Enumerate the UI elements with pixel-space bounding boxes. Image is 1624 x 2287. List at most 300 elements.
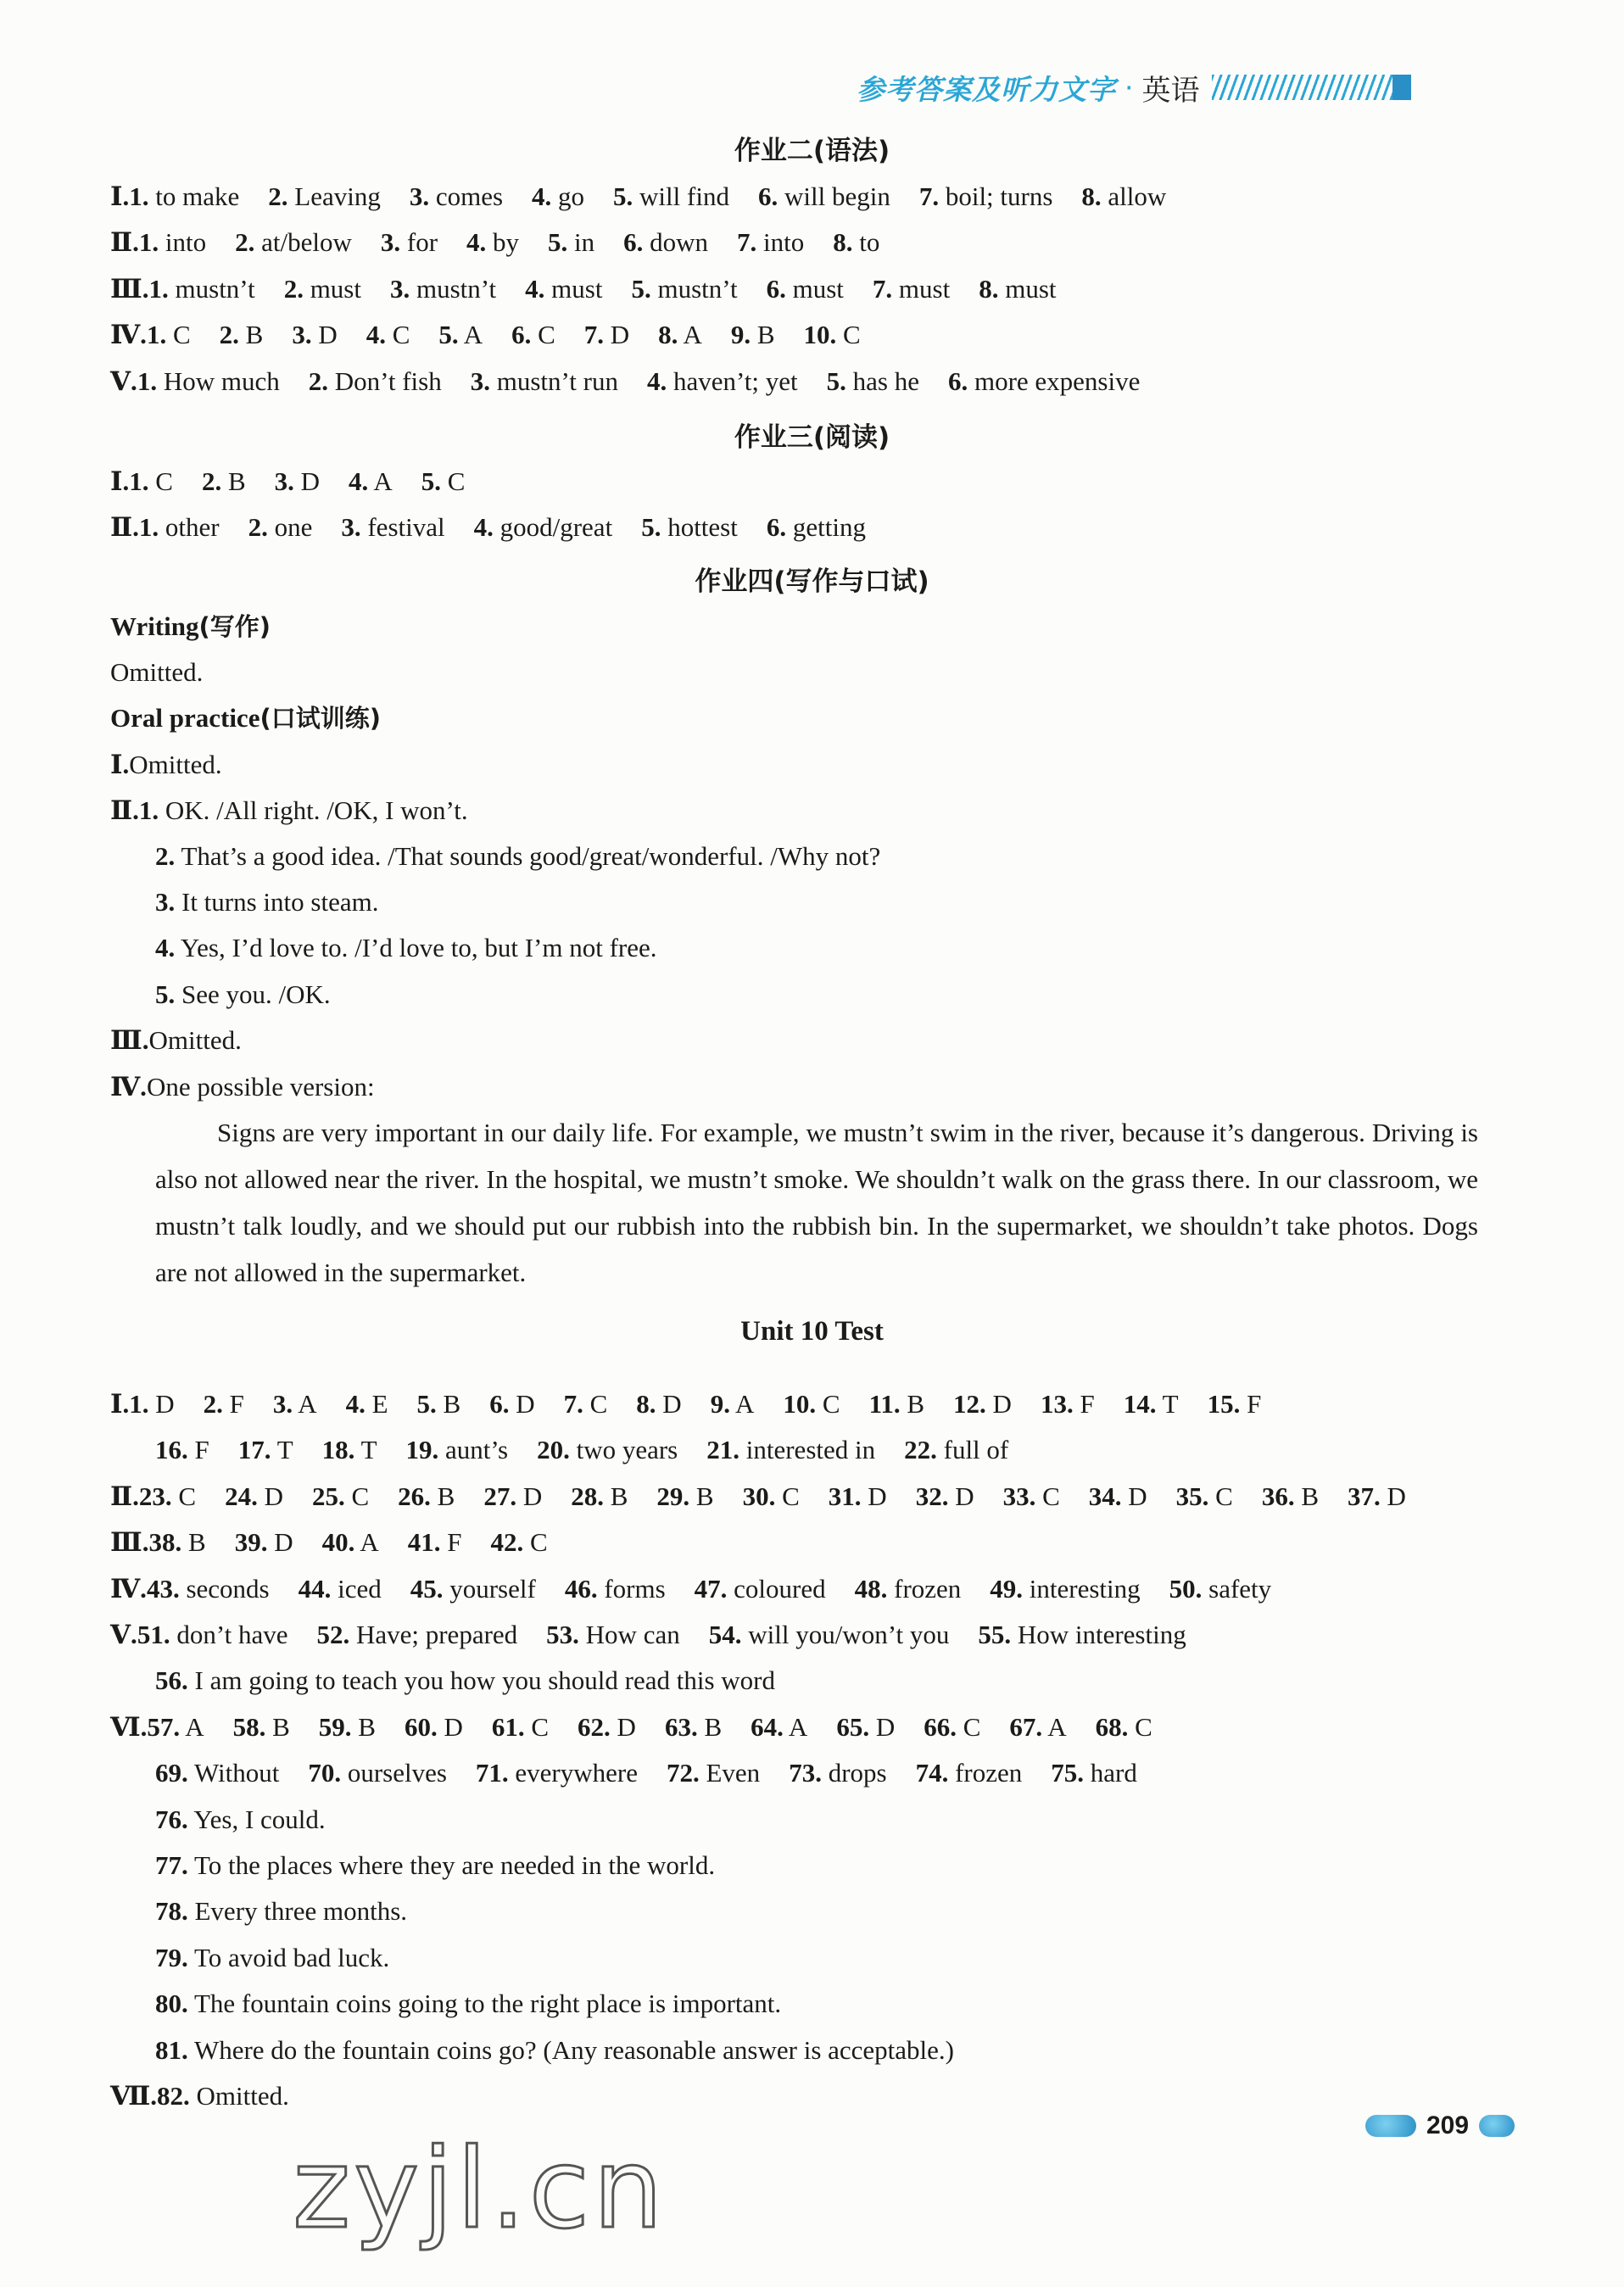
answer-text: must <box>898 274 951 304</box>
answer-item <box>565 1574 666 1604</box>
answer-text: coloured <box>734 1574 826 1604</box>
answer-text: C <box>1215 1481 1233 1511</box>
answer-item <box>767 512 866 542</box>
answer-text: B <box>443 1389 461 1419</box>
answer-text: How much <box>163 366 280 396</box>
item-number: 5. <box>613 181 633 211</box>
answer-text: will begin <box>784 181 890 211</box>
answer-text: mustn’t <box>416 274 497 304</box>
item-number: 13. <box>1040 1389 1074 1419</box>
roman-numeral: Ⅱ. <box>110 512 139 542</box>
answer-item <box>309 366 442 396</box>
item-number: 27. <box>483 1481 517 1511</box>
answer-item <box>979 274 1056 304</box>
answer-text: interesting <box>1029 1574 1141 1604</box>
item-number: 3. <box>341 512 361 542</box>
answer-item <box>783 1389 840 1419</box>
item-number: 4. <box>532 181 552 211</box>
answer-item <box>346 1389 388 1419</box>
answer-item <box>525 274 602 304</box>
section-title-hw2: 作业二(语法) <box>734 136 890 166</box>
header-separator: · <box>1125 70 1134 104</box>
answer-item <box>827 366 919 396</box>
item-number: 23. <box>138 1481 172 1511</box>
answer-text: Don’t fish <box>334 366 442 396</box>
item-number: 31. <box>828 1481 862 1511</box>
answer-item <box>147 1712 204 1742</box>
answer-text: Even <box>706 1758 761 1788</box>
answer-text: OK. /All right. /OK, I won’t. <box>165 795 468 825</box>
answer-text: C <box>843 320 861 349</box>
answer-item <box>155 1665 775 1695</box>
answer-line <box>155 1436 1037 1463</box>
answer-item <box>155 1989 781 2018</box>
roman-numeral: Ⅲ. <box>110 1527 149 1557</box>
item-number: 3. <box>272 1389 293 1419</box>
item-number: 14. <box>1123 1389 1157 1419</box>
answer-text: D <box>955 1481 974 1511</box>
answer-text: boil; turns <box>945 181 1053 211</box>
item-number: 75. <box>1051 1758 1084 1788</box>
item-number: 7. <box>563 1389 583 1419</box>
item-number: 5. <box>421 466 441 496</box>
answer-text: A <box>185 1712 204 1742</box>
item-number: 79. <box>155 1943 188 1972</box>
answer-item <box>1348 1481 1406 1511</box>
answer-text: C <box>1042 1481 1060 1511</box>
answer-item <box>623 227 708 257</box>
section-title-test: Unit 10 Test <box>740 1316 884 1347</box>
answer-item <box>155 2035 954 2065</box>
answer-item <box>139 512 220 542</box>
item-number: 2. <box>203 1389 223 1419</box>
item-number: 77. <box>155 1850 188 1880</box>
answer-line <box>155 1990 810 2016</box>
answer-text: C <box>1135 1712 1152 1742</box>
answer-line <box>110 514 895 540</box>
answer-text: D <box>1128 1481 1147 1511</box>
answer-text: C <box>172 320 191 349</box>
answer-text: The fountain coins going to the right place is important. <box>193 1989 782 2018</box>
answer-text: C <box>531 1712 550 1742</box>
answer-item <box>658 320 702 349</box>
answer-text: frozen <box>894 1574 962 1604</box>
roman-numeral: Ⅱ. <box>110 1481 139 1511</box>
answer-text: getting <box>792 512 866 542</box>
item-number: 71. <box>475 1758 509 1788</box>
answer-text: T <box>276 1435 293 1464</box>
answer-item <box>398 1481 455 1511</box>
answer-text: A <box>734 1389 755 1419</box>
answer-text: E <box>371 1389 388 1419</box>
answer-item <box>537 1435 678 1464</box>
item-number: 30. <box>742 1481 776 1511</box>
answer-text: D <box>274 1527 293 1557</box>
answer-line <box>110 276 1085 302</box>
item-number: 1. <box>148 274 169 304</box>
answer-text: comes <box>435 181 504 211</box>
answer-item <box>155 1850 715 1880</box>
answer-item <box>157 2081 289 2111</box>
item-number: 1. <box>138 227 159 257</box>
item-number: 74. <box>915 1758 949 1788</box>
item-number: 24. <box>225 1481 258 1511</box>
answer-item <box>953 1389 1012 1419</box>
answer-item <box>292 320 337 349</box>
item-number: 2. <box>155 841 176 871</box>
answer-item <box>948 366 1140 396</box>
item-number: 9. <box>730 320 751 349</box>
item-number: 8. <box>1081 181 1102 211</box>
answer-text: has he <box>852 366 919 396</box>
answer-text: C <box>155 466 173 496</box>
answer-item <box>149 274 255 304</box>
answer-item <box>636 1389 681 1419</box>
roman-numeral: Ⅰ. <box>110 466 130 496</box>
answer-item <box>155 1758 279 1788</box>
answer-line <box>110 321 890 348</box>
answer-text: B <box>227 466 246 496</box>
page-number-box <box>1365 2111 1515 2140</box>
answer-text: C <box>530 1527 548 1557</box>
item-number: 2. <box>268 181 288 211</box>
answer-text: T <box>1162 1389 1179 1419</box>
answer-text: C <box>822 1389 840 1419</box>
item-number: 65. <box>836 1712 870 1742</box>
answer-item <box>548 227 594 257</box>
answer-text: C <box>351 1481 370 1511</box>
answer-text: B <box>437 1481 455 1511</box>
answer-text: Omitted. <box>129 750 222 779</box>
section-title-hw4: 作业四(写作与口试) <box>695 566 929 597</box>
answer-item <box>731 320 775 349</box>
answer-text: seconds <box>186 1574 270 1604</box>
answer-item <box>1089 1481 1147 1511</box>
answer-item <box>829 1481 887 1511</box>
answer-item <box>804 320 861 349</box>
answer-item <box>476 1758 638 1788</box>
answer-item <box>904 1435 1008 1464</box>
answer-line <box>110 1529 577 1555</box>
answer-text: B <box>1301 1481 1320 1511</box>
answer-item <box>833 227 879 257</box>
answer-text: C <box>178 1481 197 1511</box>
answer-text: everywhere <box>515 1758 638 1788</box>
answer-text: iced <box>338 1574 382 1604</box>
answer-text: to make <box>155 181 240 211</box>
answer-text: B <box>610 1481 628 1511</box>
answer-text: at/below <box>261 227 352 257</box>
answer-line <box>110 1714 1181 1740</box>
item-number: 2. <box>235 227 255 257</box>
answer-text: allow <box>1108 181 1167 211</box>
answer-item <box>641 512 738 542</box>
answer-item <box>220 320 264 349</box>
item-number: 2. <box>219 320 239 349</box>
answer-item <box>564 1389 608 1419</box>
item-number: 4. <box>466 227 487 257</box>
answer-item <box>147 1574 270 1604</box>
answer-item <box>1081 181 1166 211</box>
item-number: 1. <box>138 512 159 542</box>
answer-text: D <box>155 1389 175 1419</box>
answer-text: B <box>245 320 264 349</box>
answer-text: F <box>1247 1389 1262 1419</box>
answer-item <box>743 1481 800 1511</box>
answer-text: D <box>264 1481 283 1511</box>
answer-item <box>139 1481 196 1511</box>
item-number: 41. <box>407 1527 441 1557</box>
answer-item <box>667 1758 760 1788</box>
answer-item <box>919 181 1053 211</box>
item-number: 19. <box>405 1435 439 1464</box>
answer-text: Where do the fountain coins go? (Any reasonable answer is acceptable.) <box>193 2035 955 2065</box>
answer-text: will find <box>639 181 729 211</box>
answer-item <box>578 1712 636 1742</box>
answer-item <box>275 466 320 496</box>
answer-text: C <box>963 1712 981 1742</box>
item-number: 25. <box>311 1481 345 1511</box>
answer-item <box>483 1481 542 1511</box>
item-number: 62. <box>578 1712 611 1742</box>
answer-item <box>706 1435 875 1464</box>
answer-text: D <box>868 1481 887 1511</box>
answer-item <box>711 1389 755 1419</box>
answer-text: in <box>574 227 595 257</box>
item-number: 6. <box>766 512 787 542</box>
answer-text: A <box>683 320 702 349</box>
item-number: 6. <box>511 320 532 349</box>
answer-text: must <box>310 274 361 304</box>
item-number: 45. <box>410 1574 444 1604</box>
item-number: 70. <box>308 1758 342 1788</box>
oral-label <box>110 705 381 731</box>
item-number: 8. <box>833 227 853 257</box>
item-number: 29. <box>656 1481 690 1511</box>
answer-text: down <box>650 227 709 257</box>
answer-text: D <box>522 1481 543 1511</box>
roman-numeral: Ⅲ. <box>110 274 149 304</box>
item-number: 7. <box>872 274 893 304</box>
answer-text: D <box>875 1712 896 1742</box>
answer-text: C <box>589 1389 608 1419</box>
item-number: 63. <box>664 1712 698 1742</box>
item-number: 76. <box>155 1804 188 1834</box>
item-number: 69. <box>155 1758 188 1788</box>
item-number: 1. <box>129 1389 149 1419</box>
item-number: 82. <box>157 2081 190 2111</box>
answer-item <box>1041 1389 1095 1419</box>
answer-item <box>511 320 555 349</box>
answer-text: ourselves <box>347 1758 447 1788</box>
item-number: 15. <box>1207 1389 1241 1419</box>
answer-text: B <box>907 1389 925 1419</box>
answer-text: Without <box>193 1758 280 1788</box>
answer-item <box>466 227 519 257</box>
answer-text: forms <box>604 1574 666 1604</box>
item-number: 1. <box>138 795 159 825</box>
answer-item <box>1208 1389 1262 1419</box>
answer-item <box>322 1527 379 1557</box>
answer-text: into <box>165 227 207 257</box>
answer-text: go <box>558 181 585 211</box>
item-number: 8. <box>636 1389 656 1419</box>
answer-text: must <box>792 274 844 304</box>
writing-label-en: Writing <box>110 611 199 641</box>
answer-item <box>155 1943 389 1972</box>
answer-text: drops <box>828 1758 887 1788</box>
item-number: 3. <box>380 227 401 257</box>
answer-text: C <box>782 1481 800 1511</box>
answer-text: frozen <box>955 1758 1023 1788</box>
answer-text: safety <box>1208 1574 1272 1604</box>
item-number: 5. <box>548 227 568 257</box>
item-number: 80. <box>155 1989 188 2018</box>
answer-item <box>584 320 629 349</box>
item-number: 4. <box>473 512 494 542</box>
item-number: 7. <box>918 181 940 211</box>
roman-numeral: Ⅳ. <box>110 1574 147 1604</box>
answer-item <box>284 274 361 304</box>
answer-item <box>312 1481 369 1511</box>
answer-item <box>751 1712 807 1742</box>
watermark: zyjl.cn <box>293 2124 667 2253</box>
answer-item <box>322 1435 377 1464</box>
answer-item <box>869 1389 924 1419</box>
answer-text: A <box>298 1389 317 1419</box>
answer-item <box>990 1574 1140 1604</box>
answer-item <box>235 227 352 257</box>
answer-item <box>1176 1481 1233 1511</box>
oral-ii-2 <box>155 843 880 869</box>
answer-item <box>147 320 191 349</box>
answer-item <box>758 181 890 211</box>
item-number: 4. <box>366 320 386 349</box>
answer-item <box>137 1620 288 1649</box>
item-number: 59. <box>318 1712 352 1742</box>
answer-item <box>349 466 393 496</box>
answer-text: See you. /OK. <box>181 979 331 1009</box>
page-decoration-right <box>1479 2115 1515 2137</box>
answer-text: C <box>538 320 555 349</box>
answer-line <box>110 229 908 255</box>
item-number: 4. <box>155 933 176 962</box>
answer-line <box>155 1944 418 1971</box>
answer-text: T <box>360 1435 377 1464</box>
item-number: 2. <box>248 512 268 542</box>
answer-item <box>546 1620 680 1649</box>
answer-item <box>709 1620 950 1649</box>
item-number: 68. <box>1095 1712 1129 1742</box>
roman-numeral: Ⅰ. <box>110 1389 130 1419</box>
answer-text: aunt’s <box>445 1435 509 1464</box>
answer-text: C <box>447 466 466 496</box>
answer-text: good/great <box>499 512 613 542</box>
item-number: 5. <box>641 512 661 542</box>
answer-item <box>978 1620 1186 1649</box>
answer-line <box>110 2083 318 2109</box>
answer-text: I am going to teach you how you should read this word <box>194 1665 775 1695</box>
answer-item <box>410 181 503 211</box>
item-number: 4. <box>646 366 667 396</box>
item-number: 49. <box>990 1574 1024 1604</box>
answer-text: D <box>992 1389 1012 1419</box>
answer-item <box>405 1712 463 1742</box>
answer-item <box>225 1481 283 1511</box>
answer-text: haven’t; yet <box>672 366 798 396</box>
answer-text: must <box>1005 274 1057 304</box>
item-number: 6. <box>489 1389 510 1419</box>
answer-item <box>1124 1389 1179 1419</box>
item-number: 17. <box>237 1435 271 1464</box>
answer-item <box>571 1481 628 1511</box>
item-number: 3. <box>155 887 176 917</box>
answer-item <box>873 274 950 304</box>
section-title-hw3: 作业三(阅读) <box>734 422 890 453</box>
answer-item <box>149 1527 206 1557</box>
answer-item <box>471 366 618 396</box>
answer-line <box>155 1667 804 1693</box>
answer-text: D <box>516 1389 535 1419</box>
answer-text: hottest <box>667 512 738 542</box>
header-title: 参考答案及听力文字 <box>857 72 1116 106</box>
answer-text: F <box>194 1435 209 1464</box>
item-number: 1. <box>137 366 158 396</box>
writing-label <box>110 613 271 639</box>
answer-text: full of <box>943 1435 1009 1464</box>
item-number: 11. <box>868 1389 901 1419</box>
answer-item <box>316 1620 517 1649</box>
item-number: 3. <box>274 466 294 496</box>
item-number: 10. <box>803 320 837 349</box>
answer-item <box>789 1758 886 1788</box>
answer-text: D <box>610 320 630 349</box>
answer-text: one <box>274 512 313 542</box>
answer-item <box>836 1712 895 1742</box>
answer-line <box>155 1898 436 1924</box>
answer-item <box>233 1712 290 1742</box>
answer-text: Omitted. <box>148 1025 242 1055</box>
answer-item <box>155 1804 326 1834</box>
item-number: 46. <box>564 1574 598 1604</box>
answer-line <box>155 1852 744 1878</box>
item-number: 21. <box>706 1435 739 1464</box>
answer-item <box>665 1712 722 1742</box>
item-number: 66. <box>924 1712 957 1742</box>
answer-item <box>656 1481 713 1511</box>
answer-item <box>202 466 246 496</box>
answer-item <box>319 1712 376 1742</box>
answer-text: D <box>617 1712 636 1742</box>
answer-item <box>248 512 313 542</box>
page-decoration-left <box>1365 2115 1416 2137</box>
item-number: 26. <box>398 1481 431 1511</box>
header-subject: 英语 <box>1141 73 1200 108</box>
answer-text: mustn’t <box>657 274 738 304</box>
answer-text: Yes, I could. <box>193 1804 326 1834</box>
answer-item <box>631 274 737 304</box>
answer-item <box>1003 1481 1060 1511</box>
oral-label-zh: (口试训练) <box>260 704 381 733</box>
answer-text: D <box>662 1389 682 1419</box>
answer-text: hard <box>1090 1758 1137 1788</box>
oral-iv <box>110 1074 375 1100</box>
answer-text: A <box>373 466 393 496</box>
answer-item <box>273 1389 317 1419</box>
answer-text: B <box>272 1712 290 1742</box>
answer-item <box>137 366 280 396</box>
writing-label-zh: (写作) <box>198 612 271 641</box>
